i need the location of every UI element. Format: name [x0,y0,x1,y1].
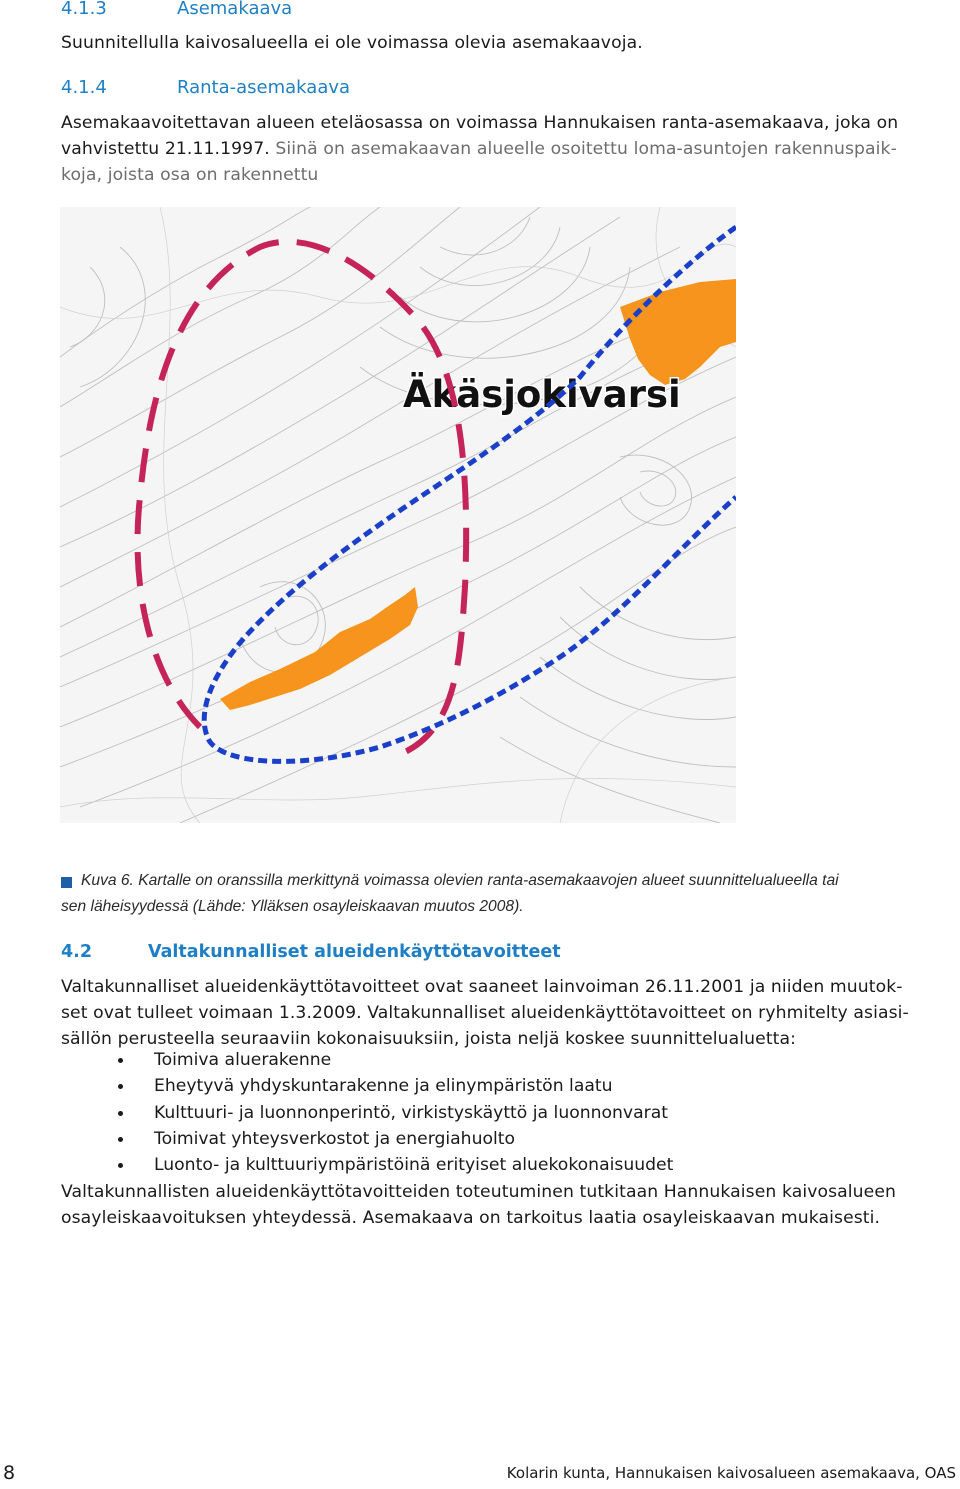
section-title: Ranta-asemakaava [177,77,351,98]
section-4-1-4-text [61,110,957,188]
list-item [154,1047,673,1073]
list-item [154,1073,673,1099]
bullet-icon [118,1137,123,1142]
text-fragment: Siinä on asemakaavan alueelle osoitettu loma-asuntojen rakennuspaik- [269,139,897,159]
figure-caption [81,868,951,894]
goals-list [154,1047,673,1178]
list-item-text: Toimivat yhteysverkostot ja energiahuolto [154,1128,516,1149]
list-item [154,1100,673,1126]
list-item-text: Luonto- ja kulttuuriympäristöinä erityiset aluekokonaisuudet [154,1155,674,1176]
section-4-2-paragraph-2 [61,1179,957,1231]
text-line: koja, joista osa on rakennettu [61,165,319,185]
section-number: 4.1.4 [61,77,107,98]
caption-text: Kartalle on oranssilla merkittynä voimassa olevien ranta-asemakaavojen alueet suunnittelualueella tai [133,872,839,889]
section-number: 4.1.3 [61,0,107,19]
list-item-text: Toimiva aluerakenne [154,1050,332,1070]
list-item [154,1126,673,1152]
text-line: Valtakunnallisten alueidenkäyttötavoitteiden toteutuminen tutkitaan Hannukaisen kaivosalueen [61,1182,896,1202]
text-line [61,136,957,162]
text-line: set ovat tulleet voimaan 1.3.2009. Valtakunnalliset alueidenkäyttötavoitteet on ryhmitelty asiasi- [61,1003,909,1023]
section-title: Valtakunnalliset alueidenkäyttötavoitteet [148,942,561,962]
bullet-icon [118,1058,123,1063]
caption-line [81,868,951,894]
footer-text: Kolarin kunta, Hannukaisen kaivosalueen asemakaava, OAS [506,1464,956,1482]
map-illustration [60,207,736,823]
list-item [154,1152,673,1178]
text-fragment: vahvistettu 21.11.1997. [61,139,270,159]
text-line: Valtakunnalliset alueidenkäyttötavoitteet ovat saaneet lainvoiman 26.11.2001 ja niiden muutok- [61,977,903,997]
bullet-icon [118,1084,123,1089]
text-line: Asemakaavoitettavan alueen eteläosassa on voimassa Hannukaisen ranta-asemakaava, joka on [61,113,899,133]
section-number: 4.2 [61,942,93,962]
list-item-text: Eheytyvä yhdyskuntarakenne ja elinympäristön laatu [154,1076,613,1097]
text-line: sällön perusteella seuraaviin kokonaisuuksiin, joista neljä koskee suunnittelualuetta: [61,1029,797,1049]
map-figure [60,207,736,823]
page-number: 8 [3,1462,16,1484]
section-title: Asemakaava [177,0,293,19]
bullet-icon [118,1111,123,1116]
figure-caption-line2: sen läheisyydessä (Lähde: Ylläksen osayleiskaavan muutos 2008). [61,898,524,915]
section-4-1-4-heading [61,77,351,98]
caption-marker-icon [61,877,72,888]
list-item-text: Kulttuuri- ja luonnonperintö, virkistyskäyttö ja luonnonvarat [154,1102,668,1123]
bullet-icon [118,1163,123,1168]
section-4-1-3-heading [61,0,293,19]
section-4-1-3-text: Suunnitellulla kaivosalueella ei ole voimassa olevia asemakaavoja. [61,33,643,53]
section-4-2-paragraph-1 [61,974,957,1052]
map-place-label: Äkäsjokivarsi [403,373,681,416]
section-4-2-heading [61,942,561,962]
caption-label: Kuva 6. [81,872,134,889]
text-line: osayleiskaavoituksen yhteydessä. Asemakaava on tarkoitus laatia osayleiskaavan mukaisesti. [61,1208,881,1228]
